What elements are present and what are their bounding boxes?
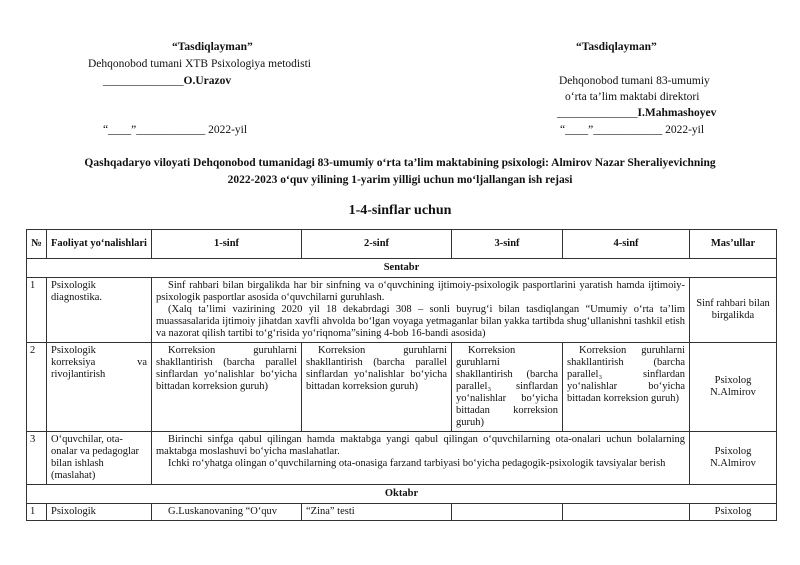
document-title-line1: Qashqadaryo viloyati Dehqonobod tumanidagi 83-umumiy o‘rta ta’lim maktabining psixologi: Almirov Nazar Sheraliyevichning <box>84 157 716 169</box>
header-num: № <box>27 230 47 259</box>
right-position-line1: Dehqonobod tumani 83-umumiy <box>559 75 710 87</box>
table-header-row <box>27 230 777 259</box>
row-activity-note: Ichki ro‘yhatga olingan o‘quvchilarning ota-onasiga farzand tarbiyasi bo‘yicha pedagogik-psixologik tavsiyalar berish <box>168 458 666 469</box>
row-responsible: Sinf rahbari bilan birgalikda <box>690 278 777 343</box>
left-signature-line: ______________ <box>103 75 184 87</box>
row-activity-text: Birinchi sinfga qabul qilingan hamda maktabga yangi qabul qilingan o‘quvchilarning ota-onalari uchun bolalarning maktabga moslashuvi bo‘yicha maslahatlar. <box>156 434 685 457</box>
row-class-3-text: Korreksion guruhlarni shakllantirish (barcha parallel₃ sinflardan yo‘nalishlar bo‘yicha bittadan korreksion guruh) <box>456 345 558 428</box>
right-position-line2: o‘rta ta’lim maktabi direktori <box>565 91 700 103</box>
section-row-sentabr <box>27 259 777 278</box>
header-responsible: Mas’ullar <box>690 230 777 259</box>
section-oktabr: Oktabr <box>27 485 777 504</box>
row-class-1-cell <box>152 504 302 521</box>
section-sentabr: Sentabr <box>27 259 777 278</box>
row-activity <box>152 278 690 343</box>
plan-table <box>26 229 777 521</box>
row-class-3-cell <box>452 504 563 521</box>
table-row <box>27 432 777 485</box>
right-date: “____”____________ 2022-yil <box>560 124 705 136</box>
row-direction-line-c: rivojlantirish <box>51 369 106 380</box>
row-activity <box>152 432 690 485</box>
row-class-2-cell <box>302 343 452 432</box>
row-direction: Psixologik <box>47 504 152 521</box>
header-direction: Faoliyat yo‘nalishlari <box>47 230 152 259</box>
row-class-4-cell <box>563 504 690 521</box>
row-class-4-cell <box>563 343 690 432</box>
row-direction-line-b <box>51 357 147 369</box>
row-num: 2 <box>27 343 47 432</box>
row-activity-note: (Xalq ta’limi vazirining 2020 yil 18 dekabrdagi 308 – sonli buyrug‘i bilan tasdiqlangan “Umumiy o‘rta ta’lim muassasalarida ijtimoiy jihatdan xavfli ahvolda bo‘lgan voyaga yetmaganlar bilan yakka tartibda shug‘ullanishni tashkil etish va nazorat qilish tartibi to‘g‘risida yo‘riqnoma”sining 4-bob 16-bandi asosida) <box>156 304 685 339</box>
row-responsible: Psixolog <box>690 504 777 521</box>
row-class-4-text: Korreksion guruhlarni shakllantirish (barcha parallel₃ sinflardan yo‘nalishlar bo‘yicha bittadan korreksion guruh) <box>567 345 685 404</box>
left-date: “____”____________ 2022-yil <box>103 124 248 136</box>
table-row <box>27 504 777 521</box>
document-subtitle: 1-4-sinflar uchun <box>348 203 452 218</box>
row-direction-line-a: Psixologik <box>51 345 96 356</box>
row-direction-word-b1: korreksiya <box>51 357 96 368</box>
document-title-line2: 2022-2023 o‘quv yilining 1-yarim yilligi uchun mo‘ljallangan ish rejasi <box>227 174 573 186</box>
table-row <box>27 343 777 432</box>
row-num: 3 <box>27 432 47 485</box>
row-num: 1 <box>27 278 47 343</box>
right-approve: “Tasdiqlayman” <box>576 41 657 53</box>
row-class-2-cell: “Zina” testi <box>302 504 452 521</box>
header-class-1: 1-sinf <box>152 230 302 259</box>
header-class-3: 3-sinf <box>452 230 563 259</box>
row-direction-word-b2: va <box>137 357 147 368</box>
row-class-1-text: G.Luskanovaning “O‘quv <box>168 506 278 517</box>
row-responsible: Psixolog N.Almirov <box>690 432 777 485</box>
table-row <box>27 278 777 343</box>
row-direction <box>47 343 152 432</box>
right-name: I.Mahmashoyev <box>637 107 717 119</box>
left-approve: “Tasdiqlayman” <box>172 41 253 53</box>
row-class-1-text: Korreksion guruhlarni shakllantirish (barcha parallel sinflardan yo‘nalishlar bo‘yicha bittadan korreksion guruh) <box>156 345 297 392</box>
header-class-2: 2-sinf <box>302 230 452 259</box>
row-class-2-text: Korreksion guruhlarni shakllantirish (barcha parallel sinflardan yo‘nalishlar bo‘yicha bittadan korreksion guruh) <box>306 345 447 392</box>
row-class-1-cell <box>152 343 302 432</box>
row-direction: Psixologik diagnostika. <box>47 278 152 343</box>
right-signature-line: ______________ <box>557 107 638 119</box>
left-signature <box>103 75 231 87</box>
row-activity-text: Sinf rahbari bilan birgalikda har bir sinfning va o‘quvchining ijtimoiy-psixologik pasportlarini yaratish hamda ijtimoiy-psixologik pasportlar asosida o‘quvchilarni guruhlash. <box>156 280 685 303</box>
left-name: O.Urazov <box>183 75 232 87</box>
left-position: Dehqonobod tumani XTB Psixologiya metodisti <box>88 58 311 70</box>
row-num: 1 <box>27 504 47 521</box>
right-signature <box>557 107 716 119</box>
row-class-3-cell <box>452 343 563 432</box>
row-direction: O‘quvchilar, ota-onalar va pedagoglar bilan ishlash (maslahat) <box>47 432 152 485</box>
header-class-4: 4-sinf <box>563 230 690 259</box>
row-responsible: Psixolog N.Almirov <box>690 343 777 432</box>
section-row-oktabr <box>27 485 777 504</box>
